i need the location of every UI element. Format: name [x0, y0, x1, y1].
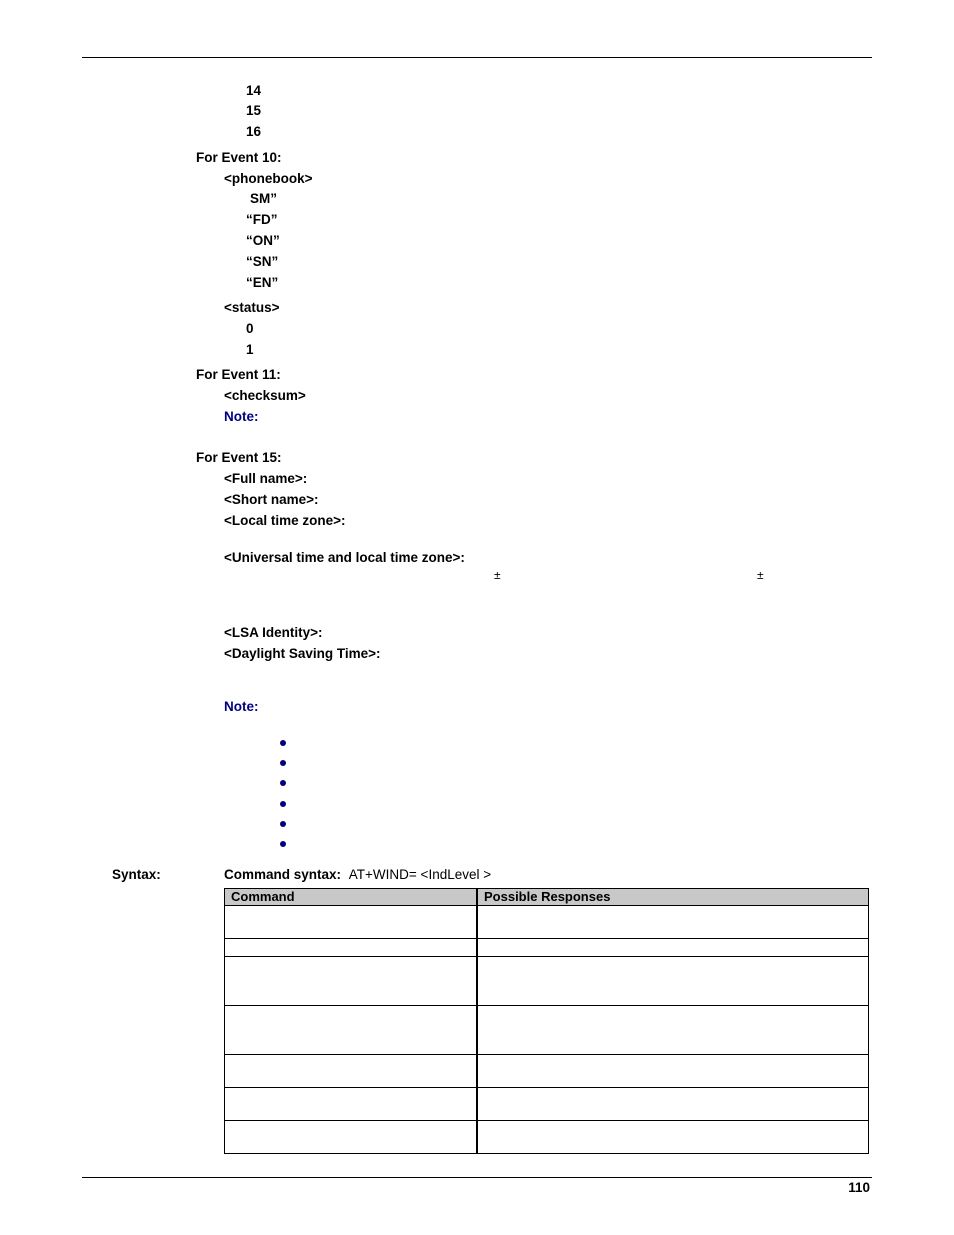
status-value: 0	[246, 321, 254, 336]
command-syntax-value: AT+WIND= <IndLevel >	[348, 867, 492, 882]
daylight-saving-label: <Daylight Saving Time>:	[224, 646, 381, 661]
note-label: Note:	[224, 409, 259, 424]
note-label: Note:	[224, 699, 259, 714]
table-row	[225, 1055, 869, 1088]
table-cell	[225, 1055, 478, 1088]
table-header-command: Command	[225, 889, 478, 906]
plus-minus-symbol: ±	[757, 568, 764, 582]
table-cell	[477, 939, 869, 957]
table-row	[225, 957, 869, 1006]
table-cell	[477, 957, 869, 1006]
table-row	[225, 906, 869, 939]
phonebook-value: “SN”	[246, 254, 279, 269]
bullet-icon	[280, 740, 286, 746]
list-value: 15	[246, 103, 262, 118]
table-cell	[225, 1121, 478, 1154]
phonebook-label: <phonebook>	[224, 171, 313, 186]
bullet-icon	[280, 841, 286, 847]
table-cell	[477, 906, 869, 939]
table-row	[225, 1121, 869, 1154]
status-value: 1	[246, 342, 254, 357]
table-cell	[225, 957, 478, 1006]
table-header-row	[225, 889, 869, 906]
bullet-icon	[280, 801, 286, 807]
phonebook-value: “ON”	[246, 233, 280, 248]
event11-heading: For Event 11:	[196, 367, 281, 382]
header-rule	[82, 57, 872, 58]
bullet-icon	[280, 780, 286, 786]
full-name-label: <Full name>:	[224, 471, 308, 486]
page-number: 110	[848, 1180, 870, 1195]
plus-minus-symbol: ±	[494, 568, 501, 582]
table-cell	[225, 906, 478, 939]
phonebook-value: SM”	[250, 191, 277, 206]
table-cell	[477, 1121, 869, 1154]
table-row	[225, 1006, 869, 1055]
status-label: <status>	[224, 300, 280, 315]
footer-rule	[82, 1177, 872, 1178]
phonebook-value: “FD”	[246, 212, 278, 227]
table-cell	[477, 1006, 869, 1055]
local-time-zone-label: <Local time zone>:	[224, 513, 346, 528]
table-row	[225, 1088, 869, 1121]
command-syntax-label: Command syntax:	[224, 867, 342, 882]
bullet-icon	[280, 821, 286, 827]
table-cell	[477, 1088, 869, 1121]
bullet-icon	[280, 760, 286, 766]
command-syntax	[224, 867, 491, 883]
list-value: 16	[246, 124, 262, 139]
list-value: 14	[246, 83, 262, 98]
table-row	[225, 939, 869, 957]
phonebook-value: “EN”	[246, 275, 279, 290]
table-cell	[225, 939, 478, 957]
event15-heading: For Event 15:	[196, 450, 282, 465]
table-cell	[225, 1006, 478, 1055]
event10-heading: For Event 10:	[196, 150, 282, 165]
short-name-label: <Short name>:	[224, 492, 319, 507]
table-cell	[477, 1055, 869, 1088]
syntax-label: Syntax:	[112, 867, 161, 882]
table-cell	[225, 1088, 478, 1121]
lsa-identity-label: <LSA Identity>:	[224, 625, 323, 640]
command-table	[224, 888, 869, 1154]
table-header-responses: Possible Responses	[477, 889, 869, 906]
universal-time-label: <Universal time and local time zone>:	[224, 550, 465, 565]
checksum-label: <checksum>	[224, 388, 306, 403]
